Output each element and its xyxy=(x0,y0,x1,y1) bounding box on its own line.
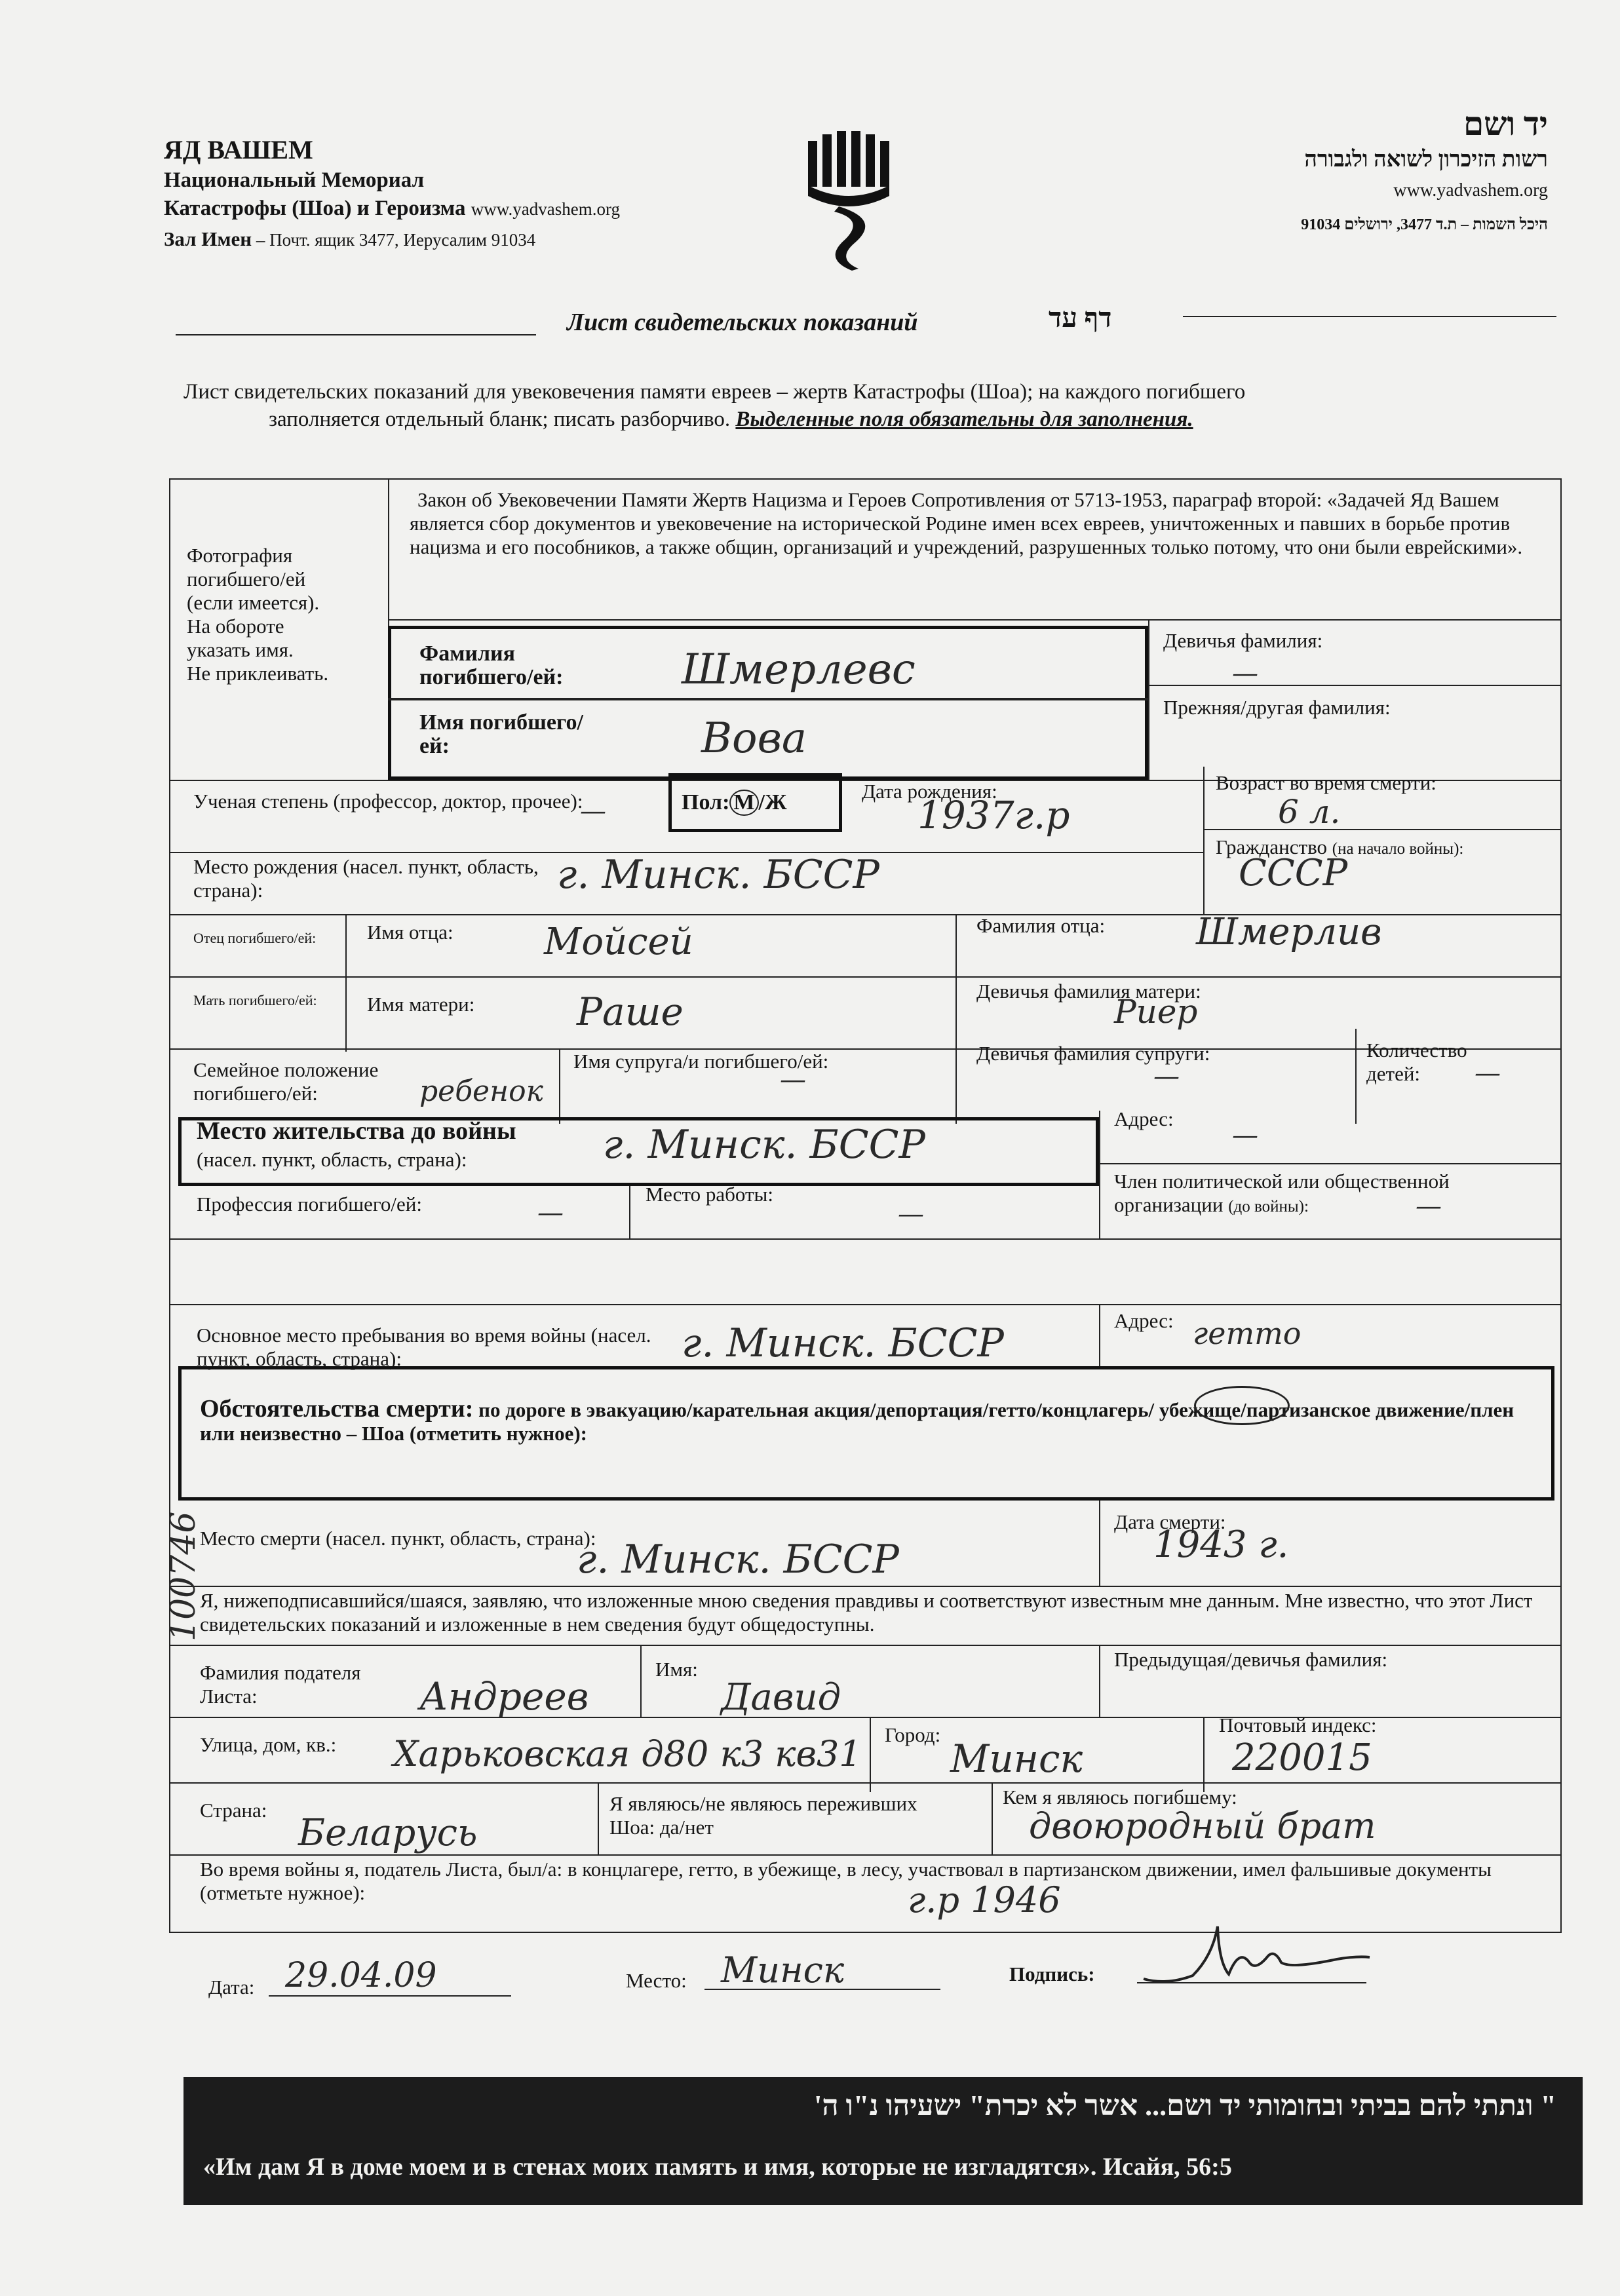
profession-label: Профессия погибшего/ей: xyxy=(197,1193,422,1215)
col-rule xyxy=(559,1048,560,1124)
birthplace-value[interactable]: г. Минск. БССР xyxy=(557,852,879,898)
member-note: (до войны): xyxy=(1228,1198,1309,1215)
row-rule xyxy=(169,1782,1562,1784)
submitter-prev-label: Предыдущая/девичья фамилия: xyxy=(1114,1648,1388,1671)
intro-required-note: Выделенные поля обязательны для заполнения. xyxy=(735,408,1193,431)
workplace-value[interactable]: — xyxy=(898,1199,924,1229)
citizenship-value[interactable]: СССР xyxy=(1239,852,1348,894)
photo-instructions xyxy=(187,544,328,685)
date-value[interactable]: 29.04.09 xyxy=(285,1956,437,1995)
col-rule xyxy=(1099,1501,1100,1586)
mother-name-value[interactable]: Раше xyxy=(577,989,684,1034)
row-rule xyxy=(1099,1163,1562,1164)
name-value[interactable]: Вова xyxy=(701,714,807,763)
row-rule xyxy=(169,1238,1562,1240)
sex-male-circled[interactable]: М xyxy=(729,790,758,816)
zip-value[interactable]: 220015 xyxy=(1232,1736,1372,1779)
death-circumstances-label: Обстоятельства смерти: xyxy=(200,1395,474,1423)
signature-label: Подпись: xyxy=(1009,1962,1095,1985)
member-value[interactable]: — xyxy=(1416,1191,1442,1221)
submitter-name-value[interactable]: Давид xyxy=(721,1676,841,1719)
age-value[interactable]: 6 л. xyxy=(1278,793,1341,831)
war-place-label: Основное место пребывания во время войны (насел. пункт, область, страна): xyxy=(197,1324,651,1370)
spouse-label: Имя супруга/и погибшего/ей: xyxy=(573,1050,829,1073)
quote-banner xyxy=(183,2077,1583,2205)
row-rule xyxy=(169,1645,1562,1646)
ru-org-name: ЯД ВАШЕМ xyxy=(164,135,313,164)
photo-label-line: (если имеется). xyxy=(187,591,320,614)
he-address: היכל השמות – ת.ד 3477, ירושלים 91034 xyxy=(1301,216,1548,233)
archive-number: 100746 xyxy=(164,1511,203,1641)
profession-value[interactable]: — xyxy=(537,1198,564,1228)
country-label: Страна: xyxy=(200,1799,267,1822)
relation-value[interactable]: двоюродный брат xyxy=(1029,1805,1376,1846)
degree-value[interactable]: — xyxy=(580,796,606,826)
he-org-name: יד ושם xyxy=(1463,105,1548,142)
sex-female[interactable]: Ж xyxy=(764,790,787,814)
col-rule xyxy=(640,1645,642,1717)
citizenship-label: Гражданство xyxy=(1216,835,1328,858)
col-rule xyxy=(870,1717,871,1792)
residence-note: (насел. пункт, область, страна): xyxy=(197,1148,467,1171)
street-label: Улица, дом, кв.: xyxy=(200,1733,337,1756)
workplace-label: Место работы: xyxy=(646,1183,773,1206)
name-box-divider xyxy=(388,698,1148,700)
row-rule xyxy=(169,1854,1562,1856)
row-rule xyxy=(388,619,1562,621)
children-value[interactable]: — xyxy=(1475,1058,1501,1088)
declaration-text: Я, нижеподписавшийся/шаяся, заявляю, что изложенные мною сведения правдивы и соответствуют известным мне данным. Мне известно, что этот Лист свидетельских показаний и изложенные в нем сведения будут общедоступны. xyxy=(200,1589,1533,1636)
law-text: Закон об Увековечении Памяти Жертв Нацизма и Героев Сопротивления от 5713-1953, параграф второй: «Задачей Яд Вашем является сбор документов и увековечение на исторической Родине имен всех евреев, уничтоженных и павших в борьбе против нацизма и его пособников, а также общин, организаций и учреждений, разрушенных только потому, что они были еврейскими». xyxy=(410,488,1523,558)
row-rule xyxy=(169,1048,1562,1050)
title-rule-right xyxy=(1183,316,1556,317)
photo-label-line: Не приклеивать. xyxy=(187,662,329,685)
col-rule xyxy=(345,914,347,1052)
citizenship-note: (на начало войны): xyxy=(1332,840,1464,858)
surname-label: Фамилия погибшего/ей: xyxy=(419,641,564,689)
col-rule xyxy=(1203,767,1205,914)
family-label: Семейное положение погибшего/ей: xyxy=(193,1058,379,1105)
city-value[interactable]: Минск xyxy=(950,1736,1083,1781)
sex-field[interactable] xyxy=(682,790,787,816)
col-rule xyxy=(629,1186,630,1238)
mother-label: Мать погибшего/ей: xyxy=(193,992,317,1008)
photo-label-line: указать имя. xyxy=(187,638,294,661)
relation-label: Кем я являюсь погибшему: xyxy=(1003,1786,1237,1808)
wartime-value[interactable]: г.р 1946 xyxy=(908,1879,1061,1921)
ru-hall-line xyxy=(164,227,535,251)
zip-label: Почтовый индекс: xyxy=(1219,1713,1377,1736)
sex-label: Пол: xyxy=(682,790,730,814)
quote-russian: «Им дам Я в доме моем и в стенах моих память и имя, которые не изгладятся». Исайя, 56:5 xyxy=(203,2153,1232,2181)
war-address-value[interactable]: гетто xyxy=(1193,1316,1302,1351)
address-value[interactable]: — xyxy=(1232,1120,1258,1151)
quote-hebrew: " ונתתי להם בביתי ובחומותי יד ושם... אשר לא יכרת" ישעיהו נ"ו ה' xyxy=(814,2090,1556,2122)
date-label: Дата: xyxy=(208,1976,255,1999)
he-org-line1: רשות הזיכרון לשואה ולגבורה xyxy=(1304,147,1548,172)
age-label: Возраст во время смерти: xyxy=(1216,771,1437,794)
birth-label: Дата рождения: xyxy=(862,780,997,803)
father-name-value[interactable]: Мойсей xyxy=(544,921,693,963)
ru-url: www.yadvashem.org xyxy=(471,199,620,219)
col-rule xyxy=(1203,1717,1205,1792)
row-rule xyxy=(169,976,1562,978)
photo-label-line: Фотография xyxy=(187,544,293,567)
ru-org-line1: Национальный Мемориал xyxy=(164,168,425,192)
ru-hall: Зал Имен xyxy=(164,227,252,250)
maiden-label: Девичья фамилия: xyxy=(1163,629,1323,652)
place-label: Место: xyxy=(626,1969,687,1992)
children-label: Количество детей: xyxy=(1366,1039,1467,1085)
death-place-value[interactable]: г. Минск. БССР xyxy=(577,1537,899,1582)
spouse-maiden-label: Девичья фамилия супруги: xyxy=(976,1042,1210,1065)
row-rule xyxy=(1148,685,1562,686)
death-circumstances-options[interactable]: по дороге в эвакуацию/карательная акция/депортация/гетто/концлагерь/ убежище/партизанское движение/плен или неизвестно – Шоа (отметить нужное): xyxy=(200,1398,1514,1445)
death-date-value[interactable]: 1943 г. xyxy=(1153,1523,1289,1566)
col-rule xyxy=(598,1782,599,1854)
intro-line-1: Лист свидетельских показаний для увековечения памяти евреев – жертв Катастрофы (Шоа); на каждого погибшего xyxy=(183,380,1246,404)
intro-line-2-text: заполняется отдельный бланк; писать разборчиво. xyxy=(269,408,736,431)
row-rule xyxy=(169,1304,1562,1305)
date-underline xyxy=(269,1995,511,1997)
war-address-label: Адрес: xyxy=(1114,1309,1174,1332)
residence-label: Место жительства до войны xyxy=(197,1117,516,1145)
wartime-label: Во время войны я, податель Листа, был/а: в концлагере, гетто, в убежище, в лесу, участвовал в партизанском движении, имел фальшивые документы (отметьте нужное): xyxy=(200,1858,1492,1904)
place-value[interactable]: Минск xyxy=(721,1949,845,1991)
city-label: Город: xyxy=(885,1723,941,1746)
photo-label-line: погибшего/ей xyxy=(187,567,306,590)
intro-line-2 xyxy=(269,408,1193,432)
yad-vashem-logo xyxy=(803,128,901,272)
col-rule xyxy=(1355,1029,1357,1124)
street-value[interactable]: Харьковская д80 к3 кв31 xyxy=(393,1733,862,1774)
photo-label-line: На обороте xyxy=(187,615,284,638)
country-value[interactable]: Беларусь xyxy=(298,1812,478,1854)
row-rule xyxy=(1203,829,1562,830)
mother-maiden-label: Девичья фамилия матери: xyxy=(976,980,1201,1003)
father-surname-value[interactable]: Шмерлив xyxy=(1196,911,1382,953)
war-place-value[interactable]: г. Минск. БССР xyxy=(682,1320,1004,1366)
form-title-ru: Лист свидетельских показаний xyxy=(567,309,918,336)
col-rule xyxy=(1099,1304,1100,1369)
col-rule xyxy=(1099,1111,1100,1238)
address-label: Адрес: xyxy=(1114,1107,1174,1130)
surname-value[interactable]: Шмерлевс xyxy=(682,645,916,694)
form-title-he: דף עד xyxy=(1049,303,1112,334)
col-rule xyxy=(1148,619,1149,780)
mother-maiden-value[interactable]: Риер xyxy=(1114,993,1198,1031)
submitter-surname-label: Фамилия подателя Листа: xyxy=(200,1661,361,1708)
sex-separator: / xyxy=(758,790,765,814)
row-rule xyxy=(169,1586,1562,1587)
death-date-label: Дата смерти: xyxy=(1114,1510,1226,1533)
name-label: Имя погибшего/ей: xyxy=(419,710,583,758)
member-label: Член политической или общественной организации xyxy=(1114,1170,1450,1216)
father-name-label: Имя отца: xyxy=(367,921,453,944)
ru-org-line2-text: Катастрофы (Шоа) и Героизма xyxy=(164,197,466,220)
survivor-label[interactable]: Я являюсь/не являюсь переживших Шоа: да/нет xyxy=(609,1792,917,1839)
death-place-label: Место смерти (насел. пункт, область, страна): xyxy=(200,1527,596,1550)
maiden-value[interactable]: — xyxy=(1232,659,1258,689)
father-label: Отец погибшего/ей: xyxy=(193,930,317,946)
family-value[interactable]: ребенок xyxy=(419,1075,543,1108)
father-surname-label: Фамилия отца: xyxy=(976,914,1106,937)
submitter-surname-value[interactable]: Андреев xyxy=(419,1674,589,1719)
degree-label: Ученая степень (профессор, доктор, прочее): xyxy=(193,790,583,813)
mother-name-label: Имя матери: xyxy=(367,993,475,1016)
signature-underline xyxy=(1137,1982,1366,1983)
title-rule-left xyxy=(176,334,536,335)
ru-address: – Почт. ящик 3477, Иерусалим 91034 xyxy=(252,230,536,250)
member-label-block xyxy=(1114,1170,1560,1217)
col-rule xyxy=(955,914,957,1124)
ghetto-circle-mark xyxy=(1194,1386,1290,1425)
submitter-name-label: Имя: xyxy=(655,1658,698,1681)
death-circumstances xyxy=(200,1397,1537,1445)
other-surname-label: Прежняя/другая фамилия: xyxy=(1163,696,1391,719)
he-url: www.yadvashem.org xyxy=(1393,180,1548,201)
col-rule xyxy=(1099,1645,1100,1717)
ru-org-line2 xyxy=(164,197,620,221)
residence-value[interactable]: г. Минск. БССР xyxy=(603,1122,925,1168)
signature-mark[interactable] xyxy=(1140,1923,1376,1995)
birth-value[interactable]: 1937г.р xyxy=(917,793,1070,837)
col-rule xyxy=(992,1782,993,1854)
birthplace-label: Место рождения (насел. пункт, область, страна): xyxy=(193,855,539,902)
spouse-maiden-value[interactable]: — xyxy=(1153,1062,1180,1092)
spouse-value[interactable]: — xyxy=(780,1065,806,1095)
place-underline xyxy=(704,1989,940,1990)
